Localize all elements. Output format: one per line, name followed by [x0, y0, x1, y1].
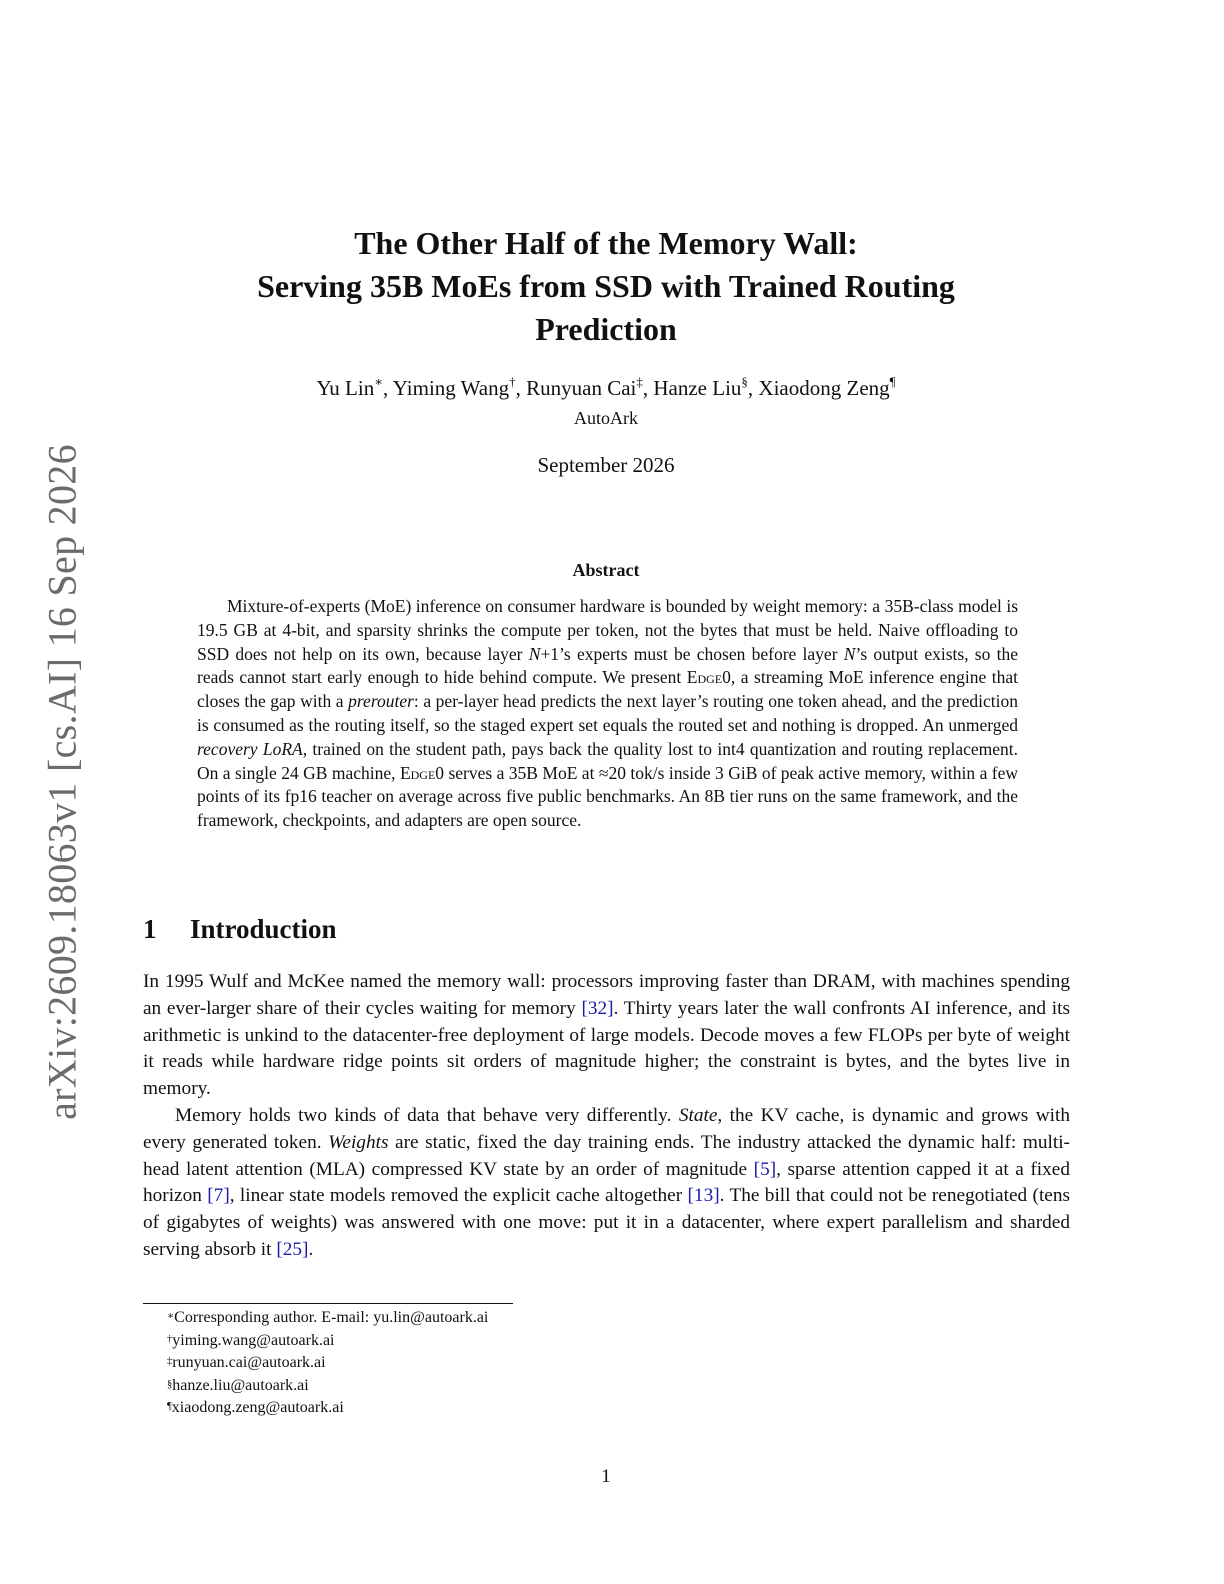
footnotes — [167, 1307, 488, 1420]
author-mark: ¶ — [889, 374, 896, 389]
author-name: Hanze Liu — [653, 376, 742, 400]
title-line-1: The Other Half of the Memory Wall: — [354, 225, 858, 261]
title-line-2: Serving 35B MoEs from SSD with Trained Routing — [257, 268, 955, 304]
footnote-separator — [143, 1303, 513, 1304]
author-name: Yu Lin — [316, 376, 375, 400]
term-recovery-lora: recovery LoRA — [197, 738, 303, 759]
citation-link[interactable]: [13] — [687, 1185, 720, 1207]
abstract-heading: Abstract — [572, 560, 640, 580]
footnote: ¶xiaodong.zeng@autoark.ai — [167, 1399, 344, 1416]
footnote: ‡runyuan.cai@autoark.ai — [167, 1354, 326, 1371]
footnote: †yiming.wang@autoark.ai — [167, 1331, 335, 1349]
author-mark: § — [741, 374, 748, 389]
footnote: §hanze.liu@autoark.ai — [167, 1376, 309, 1394]
author-name: Runyuan Cai — [526, 376, 637, 400]
citation-link[interactable]: [7] — [207, 1185, 230, 1207]
footnote: ∗Corresponding author. E-mail: yu.lin@autoark.ai — [167, 1309, 489, 1326]
author-name: Xiaodong Zeng — [758, 376, 890, 400]
page-number: 1 — [601, 1466, 611, 1487]
affiliation: AutoArk — [574, 408, 638, 428]
section-title: Introduction — [190, 914, 337, 944]
term-prerouter: prerouter — [348, 691, 414, 712]
author-name: Yiming Wang — [392, 376, 510, 400]
citation-link[interactable]: [32] — [581, 997, 614, 1019]
paragraph: In 1995 Wulf and McKee named the memory wall: processors improving faster than DRAM, with machines spending an ever-larger share of their cycles waiting for memory [32]. Thirty years later the wall confronts AI inference, and its arithmetic is unkind to the datacenter-free deployment of large models. Decode moves a few FLOPs per byte of weight it reads while hardware ridge points sit orders of magnitude higher; the constraint is bytes, and the bytes live in memory. — [143, 971, 1070, 1100]
paper-title — [150, 222, 1062, 351]
citation-link[interactable]: [5] — [753, 1158, 777, 1180]
section-heading — [143, 914, 337, 945]
paragraph: Memory holds two kinds of data that behave very differently. State, the KV cache, is dynamic and grows with every generated token. Weights are static, fixed the day training ends. The industry attacked the dynamic half: multi-head latent attention (MLA) compressed KV state by an order of magnitude [5], sparse attention capped it at a fixed horizon [7], linear state models removed the explicit cache altogether [13]. The bill that could not be renegotiated (tens of gigabytes of weights) was answered with one move: put it in a datacenter, where expert parallelism and sharded serving absorb it [25]. — [143, 1104, 1071, 1260]
author-mark: ‡ — [636, 374, 643, 389]
abstract-body: Mixture-of-experts (MoE) inference on consumer hardware is bounded by weight memory: a 35B-class model is 19.5 GB at 4-bit, and sparsity shrinks the compute per token, not the bytes that must be held. Naive offloading to SSD does not help on its own, because layer N+1’s experts must be chosen before layer N’s output exists, so the reads cannot start early enough to hide behind compute. We present Edge0, a streaming MoE inference engine that closes the gap with a prerouter: a per-layer head predicts the next layer’s routing one token ahead, and the prediction is consumed as the routing itself, so the staged expert set equals the routed set and nothing is dropped. An unmerged recovery LoRA, trained on the student path, pays back the quality lost to int4 quantization and routing replacement. On a single 24 GB machine, Edge0 serves a 35B MoE at ≈20 tok/s inside 3 GiB of peak active memory, within a few points of its fp16 teacher on average across five public benchmarks. An 8B tier runs on the same framework, and the framework, checkpoints, and adapters are open source. — [197, 596, 1019, 831]
engine-name: Edge0 — [686, 667, 731, 688]
engine-name: Edge0 — [399, 762, 445, 783]
title-line-3: Prediction — [535, 311, 677, 347]
publication-date: September 2026 — [537, 453, 675, 477]
author-mark: † — [509, 374, 516, 389]
author-list: Yu Lin∗, Yiming Wang†, Runyuan Cai‡, Hanze Liu§, Xiaodong Zeng¶ — [316, 374, 896, 400]
section-number: 1 — [143, 914, 157, 944]
author-mark: ∗ — [374, 374, 384, 389]
introduction-body — [143, 969, 1070, 1264]
citation-link[interactable]: [25] — [276, 1238, 309, 1260]
arxiv-identifier-stamp: arXiv:2609.18063v1 [cs.AI] 16 Sep 2026 — [39, 444, 85, 1120]
